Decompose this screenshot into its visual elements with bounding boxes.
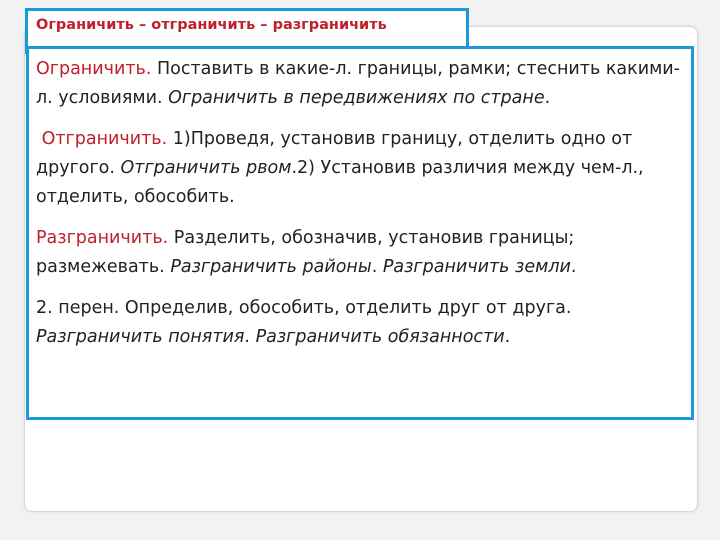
term-otgranichit: Отграничить. xyxy=(41,129,168,149)
definition-text: 1)Проведя, установив границу, отделить одно от другого. xyxy=(36,129,633,178)
paragraph-otgranichit xyxy=(36,125,685,212)
example-text: Ограничить в передвижениях по стране xyxy=(168,88,545,108)
definition-text: Поставить в какие-л. границы, рамки; стеснить какими-л. условиями. xyxy=(36,59,680,108)
example-text-1: Разграничить районы xyxy=(170,257,372,277)
punctuation: . xyxy=(544,88,551,108)
paragraph-ogranichit xyxy=(36,55,685,113)
paragraph-figurative xyxy=(36,294,685,352)
separator: . xyxy=(244,327,256,347)
example-text-2: Разграничить обязанности xyxy=(255,327,505,347)
term-razgranichit: Разграничить. xyxy=(36,228,169,248)
definition-text: 2. перен. Определив, обособить, отделить друг от друга. xyxy=(36,298,572,318)
example-text: Отграничить рвом xyxy=(120,158,292,178)
example-text-2: Разграничить земли xyxy=(382,257,571,277)
paragraph-razgranichit xyxy=(36,224,685,282)
content-box xyxy=(26,46,694,420)
definition-text: Разделить, обозначив, установив границы; размежевать. xyxy=(36,228,575,277)
separator: . xyxy=(371,257,383,277)
term-ogranichit: Ограничить. xyxy=(36,59,152,79)
definition-text-2: .2) Установив различия между чем-л., отделить, обособить. xyxy=(36,158,644,207)
example-text-1: Разграничить понятия xyxy=(36,327,245,347)
punctuation: . xyxy=(570,257,577,277)
title-text: Ограничить – отграничить – разграничить xyxy=(36,17,387,33)
punctuation: . xyxy=(504,327,511,347)
